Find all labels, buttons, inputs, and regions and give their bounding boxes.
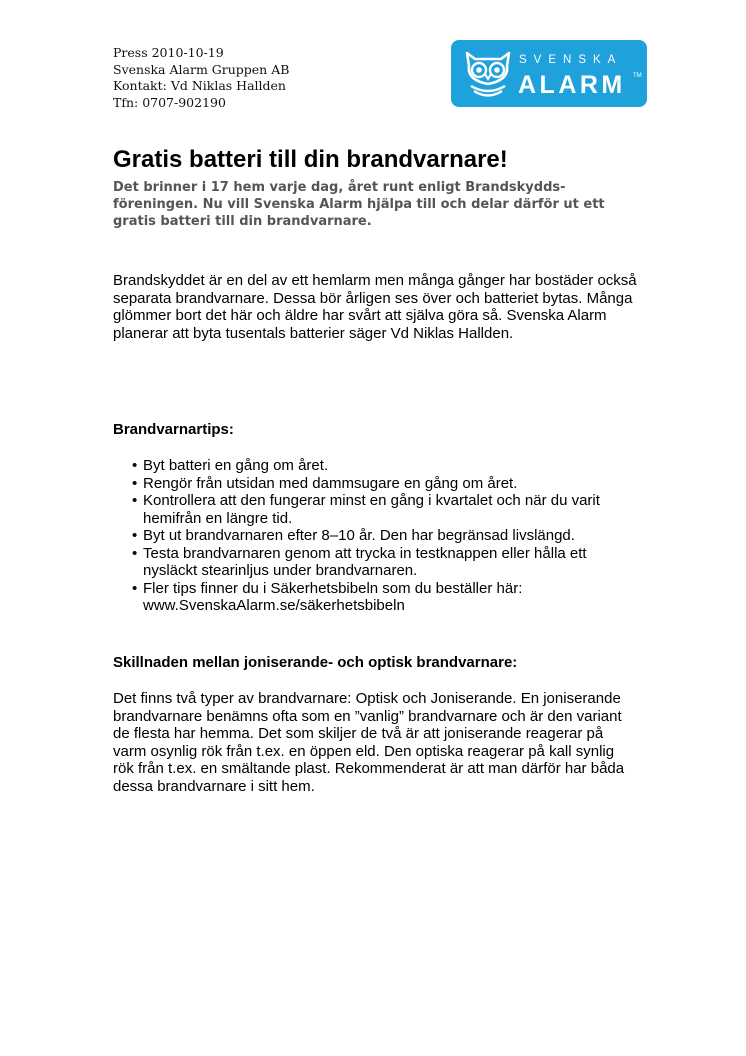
svenska-alarm-logo [451, 40, 647, 107]
company-name: Svenska Alarm Gruppen AB [113, 61, 290, 77]
list-item: • Fler tips finner du i Säkerhetsbibeln som du beställer här: www.SvenskaAlarm.se/säkerhetsbibeln [113, 580, 638, 615]
owl-icon [463, 50, 513, 98]
trademark-mark: TM [633, 73, 642, 79]
contact-person: Kontakt: Vd Niklas Hallden [113, 78, 286, 93]
list-item: • Byt ut brandvarnaren efter 8–10 år. Den har begränsad livslängd. [113, 527, 638, 545]
list-item: • Rengör från utsidan med dammsugare en gång om året. [113, 475, 638, 493]
difference-heading: Skillnaden mellan joniserande- och optisk brandvarnare: [113, 654, 518, 671]
press-date: Press 2010-10-19 [113, 45, 224, 60]
intro-paragraph: Brandskyddet är en del av ett hemlarm men många gånger har bostäder också separata brandvarnare. Dessa bör årligen ses över och batteriet bytas. Många glömmer bort det här och äldre har svårt att själva göra så. Svenska Alarm planerar att byta tusentals batterier säger Vd Niklas Hallden. [113, 272, 637, 342]
page-title: Gratis batteri till din brandvarnare! [113, 146, 508, 173]
tips-heading: Brandvarnartips: [113, 421, 234, 438]
difference-paragraph: Det finns två typer av brandvarnare: Optisk och Joniserande. En joniserande brandvarnare benämns ofta som en ”vanlig” brandvarnare och är den variant de flesta har hemma. Det som skiljer de två är att joniserande reagerar på varm osynlig rök från t.ex. en öppen eld. Den optiska reagerar på kall synlig rök från t.ex. en smältande plast. Rekommenderat är att man därför har båda dessa brandvarnare i sitt hem. [113, 690, 625, 795]
phone-number: Tfn: 0707-902190 [113, 94, 226, 110]
list-item: • Testa brandvarnaren genom att trycka in testknappen eller hålla ett nysläckt stearinljus under brandvarnaren. [113, 545, 638, 580]
press-info [113, 45, 289, 111]
tips-list [113, 457, 638, 615]
list-item: • Byt batteri en gång om året. [113, 457, 638, 475]
list-item: • Kontrollera att den fungerar minst en gång i kvartalet och när du varit hemifrån en längre tid. [113, 492, 638, 527]
logo-text-alarm: ALARM [518, 71, 626, 99]
logo-text-svenska: SVENSKA [519, 54, 623, 66]
lead-paragraph: Det brinner i 17 hem varje dag, året runt enligt Brandskydds-föreningen. Nu vill Svenska Alarm hjälpa till och delar därför ut ett gratis batteri till din brandvarnare. [113, 180, 605, 229]
